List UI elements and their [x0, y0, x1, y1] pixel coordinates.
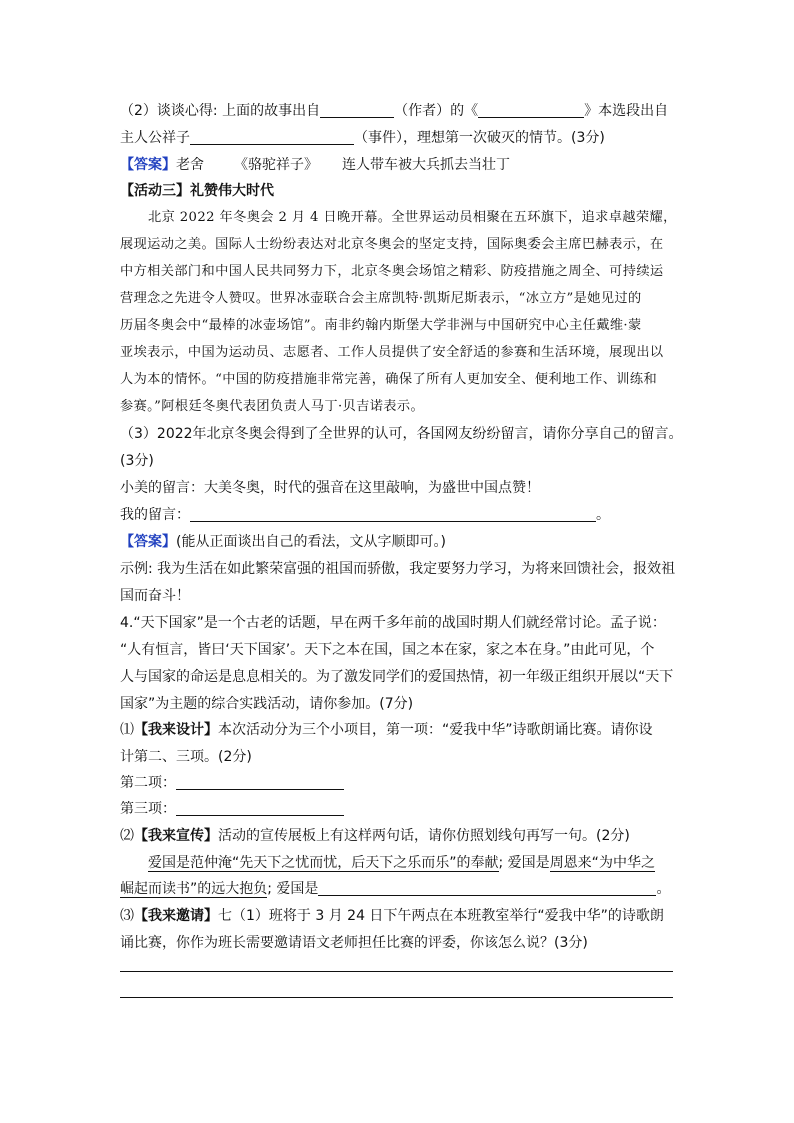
sub2-example-1 [148, 853, 708, 873]
sub-number: ⑶ [120, 908, 134, 924]
sub1-line-2: 计第二、三项。(2分) [120, 749, 252, 765]
book-blank[interactable] [478, 102, 584, 118]
sub-number: ⑴ [120, 722, 134, 738]
sub-text: 七（1）班将于 3 月 24 日下午两点在本班教室举行“爱我中华”的诗歌朗 [218, 908, 664, 924]
answer-author: 老舍 [176, 157, 204, 173]
sub3-line-2: 诵比赛，你作为班长需要邀请语文老师担任比赛的评委，你该怎么说？(3分) [120, 935, 588, 951]
passage-line: 参赛。”阿根廷冬奥代表团负责人马丁·贝吉诺表示。 [120, 399, 425, 414]
q2-text: 》本选段出自 [584, 103, 669, 119]
passage-line: 亚埃表示，中国为运动员、志愿者、工作人员提供了安全舒适的参赛和生活环境，展现出以 [120, 345, 664, 360]
answer-text: (能从正面谈出自己的看法，文从字顺即可。) [176, 534, 446, 550]
q4-intro-line: 4.“天下国家”是一个古老的话题，早在两千多年前的战国时期人们就经常讨论。孟子说： [120, 615, 666, 631]
sub-number: ⑵ [120, 828, 134, 844]
q2-text: 主人公祥子 [120, 130, 190, 146]
q4-intro-line: “人有恒言，皆曰‘天下国家’。天下之本在国，国之本在家，家之本在身。”由此可见，个 [120, 642, 655, 658]
q2-text: （作者）的《 [394, 103, 479, 119]
my-message-blank[interactable] [190, 506, 596, 522]
sub-text: 本次活动分为三个小项目，第一项：“爱我中华”诗歌朗诵比赛。请你设 [218, 722, 653, 738]
item-3-label: 第三项： [120, 801, 176, 817]
answer-1 [120, 155, 680, 175]
my-message-label: 我的留言： [120, 507, 190, 523]
example-line-2: 国而奋斗！ [120, 588, 190, 604]
author-blank[interactable] [320, 102, 394, 118]
item-3-blank[interactable] [176, 800, 344, 816]
answer-book: 《骆驼祥子》 [234, 157, 318, 173]
sub-tag: 【我来宣传】 [134, 828, 218, 844]
q2-text: （2）谈谈心得: 上面的故事出自 [120, 103, 321, 119]
sub2-example-2 [120, 879, 680, 899]
item-2-label: 第二项： [120, 775, 176, 791]
sub2-line-1 [120, 826, 680, 846]
underlined-sentence: 崛起而读书”的远大抱负 [120, 881, 268, 897]
answer-line-2[interactable] [120, 997, 673, 998]
sub1-line-1 [120, 720, 680, 740]
sub-tag: 【我来邀请】 [134, 908, 218, 924]
underlined-sentence: 爱国是范仲淹“先天下之忧而忧，后天下之乐而乐”的奉献 [148, 855, 499, 871]
passage-line: 中方相关部门和中国人民共同努力下，北京冬奥会场馆之精彩、防疫措施之周全、可持续运 [120, 264, 664, 279]
answer-line-1[interactable] [120, 971, 673, 972]
passage-line: 展现运动之美。国际人士纷纷表达对北京冬奥会的坚定支持，国际奥委会主席巴赫表示，在 [120, 237, 664, 252]
sub-text: 活动的宣传展板上有这样两句话，请你仿照划线句再写一句。(2分) [218, 828, 630, 844]
q3-line-1: （3）2022年北京冬奥会得到了全世界的认可，各国网友纷纷留言，请你分享自己的留言。 [120, 426, 683, 442]
activity-3-title: 【活动三】礼赞伟大时代 [120, 183, 274, 199]
my-message [120, 505, 680, 525]
item-2-blank[interactable] [176, 774, 344, 790]
sub3-line-1 [120, 906, 680, 926]
passage-line: 人为本的情怀。“中国的防疫措施非常完善，确保了所有人更加安全、便利地工作、训练和 [120, 372, 658, 387]
answer-event: 连人带车被大兵抓去当壮丁 [342, 157, 510, 173]
period: 。 [656, 881, 671, 897]
q2-line-2 [120, 128, 680, 148]
answer-2 [120, 532, 680, 552]
q4-intro-line: 人与国家的命运是息息相关的。为了激发同学们的爱国热情，初一年级正组织开展以“天下 [120, 669, 674, 685]
sub-text: ; 爱国是 [498, 855, 550, 871]
q4-intro-line: 国家”为主题的综合实践活动，请你参加。(7分) [120, 696, 414, 712]
answer-label: 【答案】 [120, 534, 176, 550]
underlined-sentence: 周恩来“为中华之 [549, 855, 655, 871]
passage-line: 历届冬奥会中“最棒的冰壶场馆”。南非约翰内斯堡大学非洲与中国研究中心主任戴维·蒙 [120, 318, 642, 333]
sub-tag: 【我来设计】 [134, 722, 218, 738]
xiaomei-message: 小美的留言：大美冬奥，时代的强音在这里敲响，为盛世中国点赞！ [120, 480, 540, 496]
passage-line: 营理念之先进令人赞叹。世界冰壶联合会主席凯特·凯斯尼斯表示，“冰立方”是她见过的 [120, 291, 642, 306]
imitation-blank[interactable] [318, 880, 656, 896]
item-3 [120, 799, 680, 819]
q3-line-2: (3分) [120, 453, 154, 469]
passage-line: 北京 2022 年冬奥会 2 月 4 日晚开幕。全世界运动员相聚在五环旗下，追求卓越荣耀， [148, 210, 677, 225]
sub-text: ; 爱国是 [267, 881, 319, 897]
q2-text: （事件），理想第一次破灭的情节。(3分) [354, 130, 605, 146]
period: 。 [596, 507, 610, 523]
example-line-1: 示例: 我为生活在如此繁荣富强的祖国而骄傲，我定要努力学习，为将来回馈社会，报效祖 [120, 561, 676, 577]
item-2 [120, 773, 680, 793]
event-blank[interactable] [190, 129, 354, 145]
q2-line-1 [120, 101, 680, 121]
answer-label: 【答案】 [120, 157, 176, 173]
